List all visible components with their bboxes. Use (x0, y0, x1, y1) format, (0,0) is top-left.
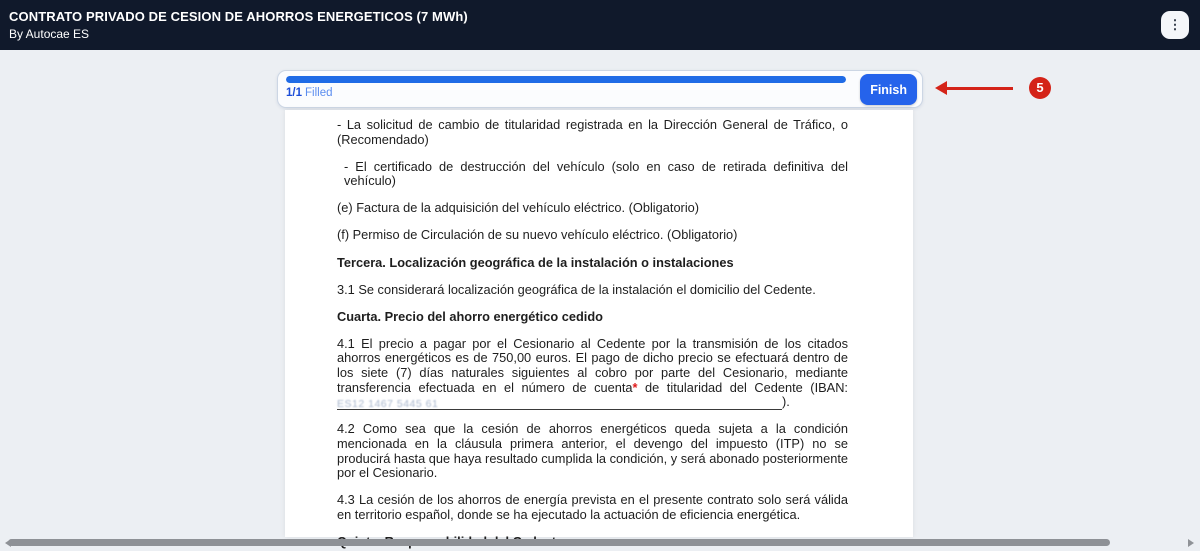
clause-factura: (e) Factura de la adquisición del vehículo eléctrico. (Obligatorio) (337, 200, 700, 216)
clause-4-1-iban-label: de titularidad del Cedente (IBAN: (637, 379, 848, 395)
clause-4-1-close: ). (782, 394, 790, 410)
clause-dgt: - La solicitud de cambio de titularidad registrada en la Dirección General de Tráfico, o (Recomendado) (337, 117, 848, 147)
progress-count: 1/1 (286, 87, 302, 99)
heading-cuarta: Cuarta. Precio del ahorro energético cedido (337, 308, 603, 324)
kebab-menu-icon: ⋮ (1168, 17, 1182, 32)
progress-bar-fill (286, 76, 846, 83)
iban-input-field[interactable] (337, 396, 782, 410)
clause-permiso: (f) Permiso de Circulación de su nuevo vehículo eléctrico. (Obligatorio) (337, 227, 738, 243)
annotation-step-badge: 5 (1029, 77, 1051, 99)
required-asterisk: * (632, 379, 638, 395)
app-header (0, 0, 1200, 50)
clause-4-3: 4.3 La cesión de los ahorros de energía prevista en el presente contrato solo será válida en territorio español, donde se ha ejecutado la actuación de eficiencia energética. (337, 492, 848, 522)
scroll-right-arrow-icon[interactable] (1188, 539, 1198, 547)
clause-certificado: - El certificado de destrucción del vehículo (solo en caso de retirada definitiva del vehículo) (344, 158, 848, 189)
iban-field-value: ES12 1467 5445 61 (337, 397, 439, 410)
clause-4-1-text: 4.1 El precio a pagar por el Cesionario al Cedente por la transmisión de los citados ahorros energéticos es de 750,00 euros. El pago de dicho precio se efectuará dentro de los siete (7) días naturales siguientes al cobro por parte del Cesionario, mediante transferencia efectuada en el número de cuenta (337, 335, 848, 395)
progress-label-text: Filled (305, 87, 333, 99)
overflow-menu-button[interactable] (1161, 11, 1189, 39)
clause-3-1: 3.1 Se considerará localización geográfica de la instalación el domicilio del Cedente. (337, 281, 816, 297)
contract-page (285, 110, 913, 537)
progress-bar-track (286, 76, 846, 83)
progress-toolbar (277, 70, 923, 108)
horizontal-scrollbar-thumb[interactable] (8, 539, 1110, 546)
finish-button[interactable]: Finish (860, 74, 917, 105)
contract-author: By Autocae ES (9, 27, 90, 41)
contract-title: CONTRATO PRIVADO DE CESION DE AHORROS ENERGETICOS (7 MWh) (9, 9, 468, 24)
annotation-arrow-icon (947, 87, 1013, 90)
progress-status (286, 87, 332, 99)
clause-4-1 (337, 337, 848, 410)
clause-4-2: 4.2 Como sea que la cesión de ahorros energéticos queda sujeta a la condición mencionada en la cláusula primera anterior, el devengo del impuesto (ITP) no se producirá hasta que haya resultado cumplida la condición, y será abonado posteriormente por el Cesionario. (337, 421, 848, 481)
heading-tercera: Tercera. Localización geográfica de la instalación o instalaciones (337, 254, 734, 270)
